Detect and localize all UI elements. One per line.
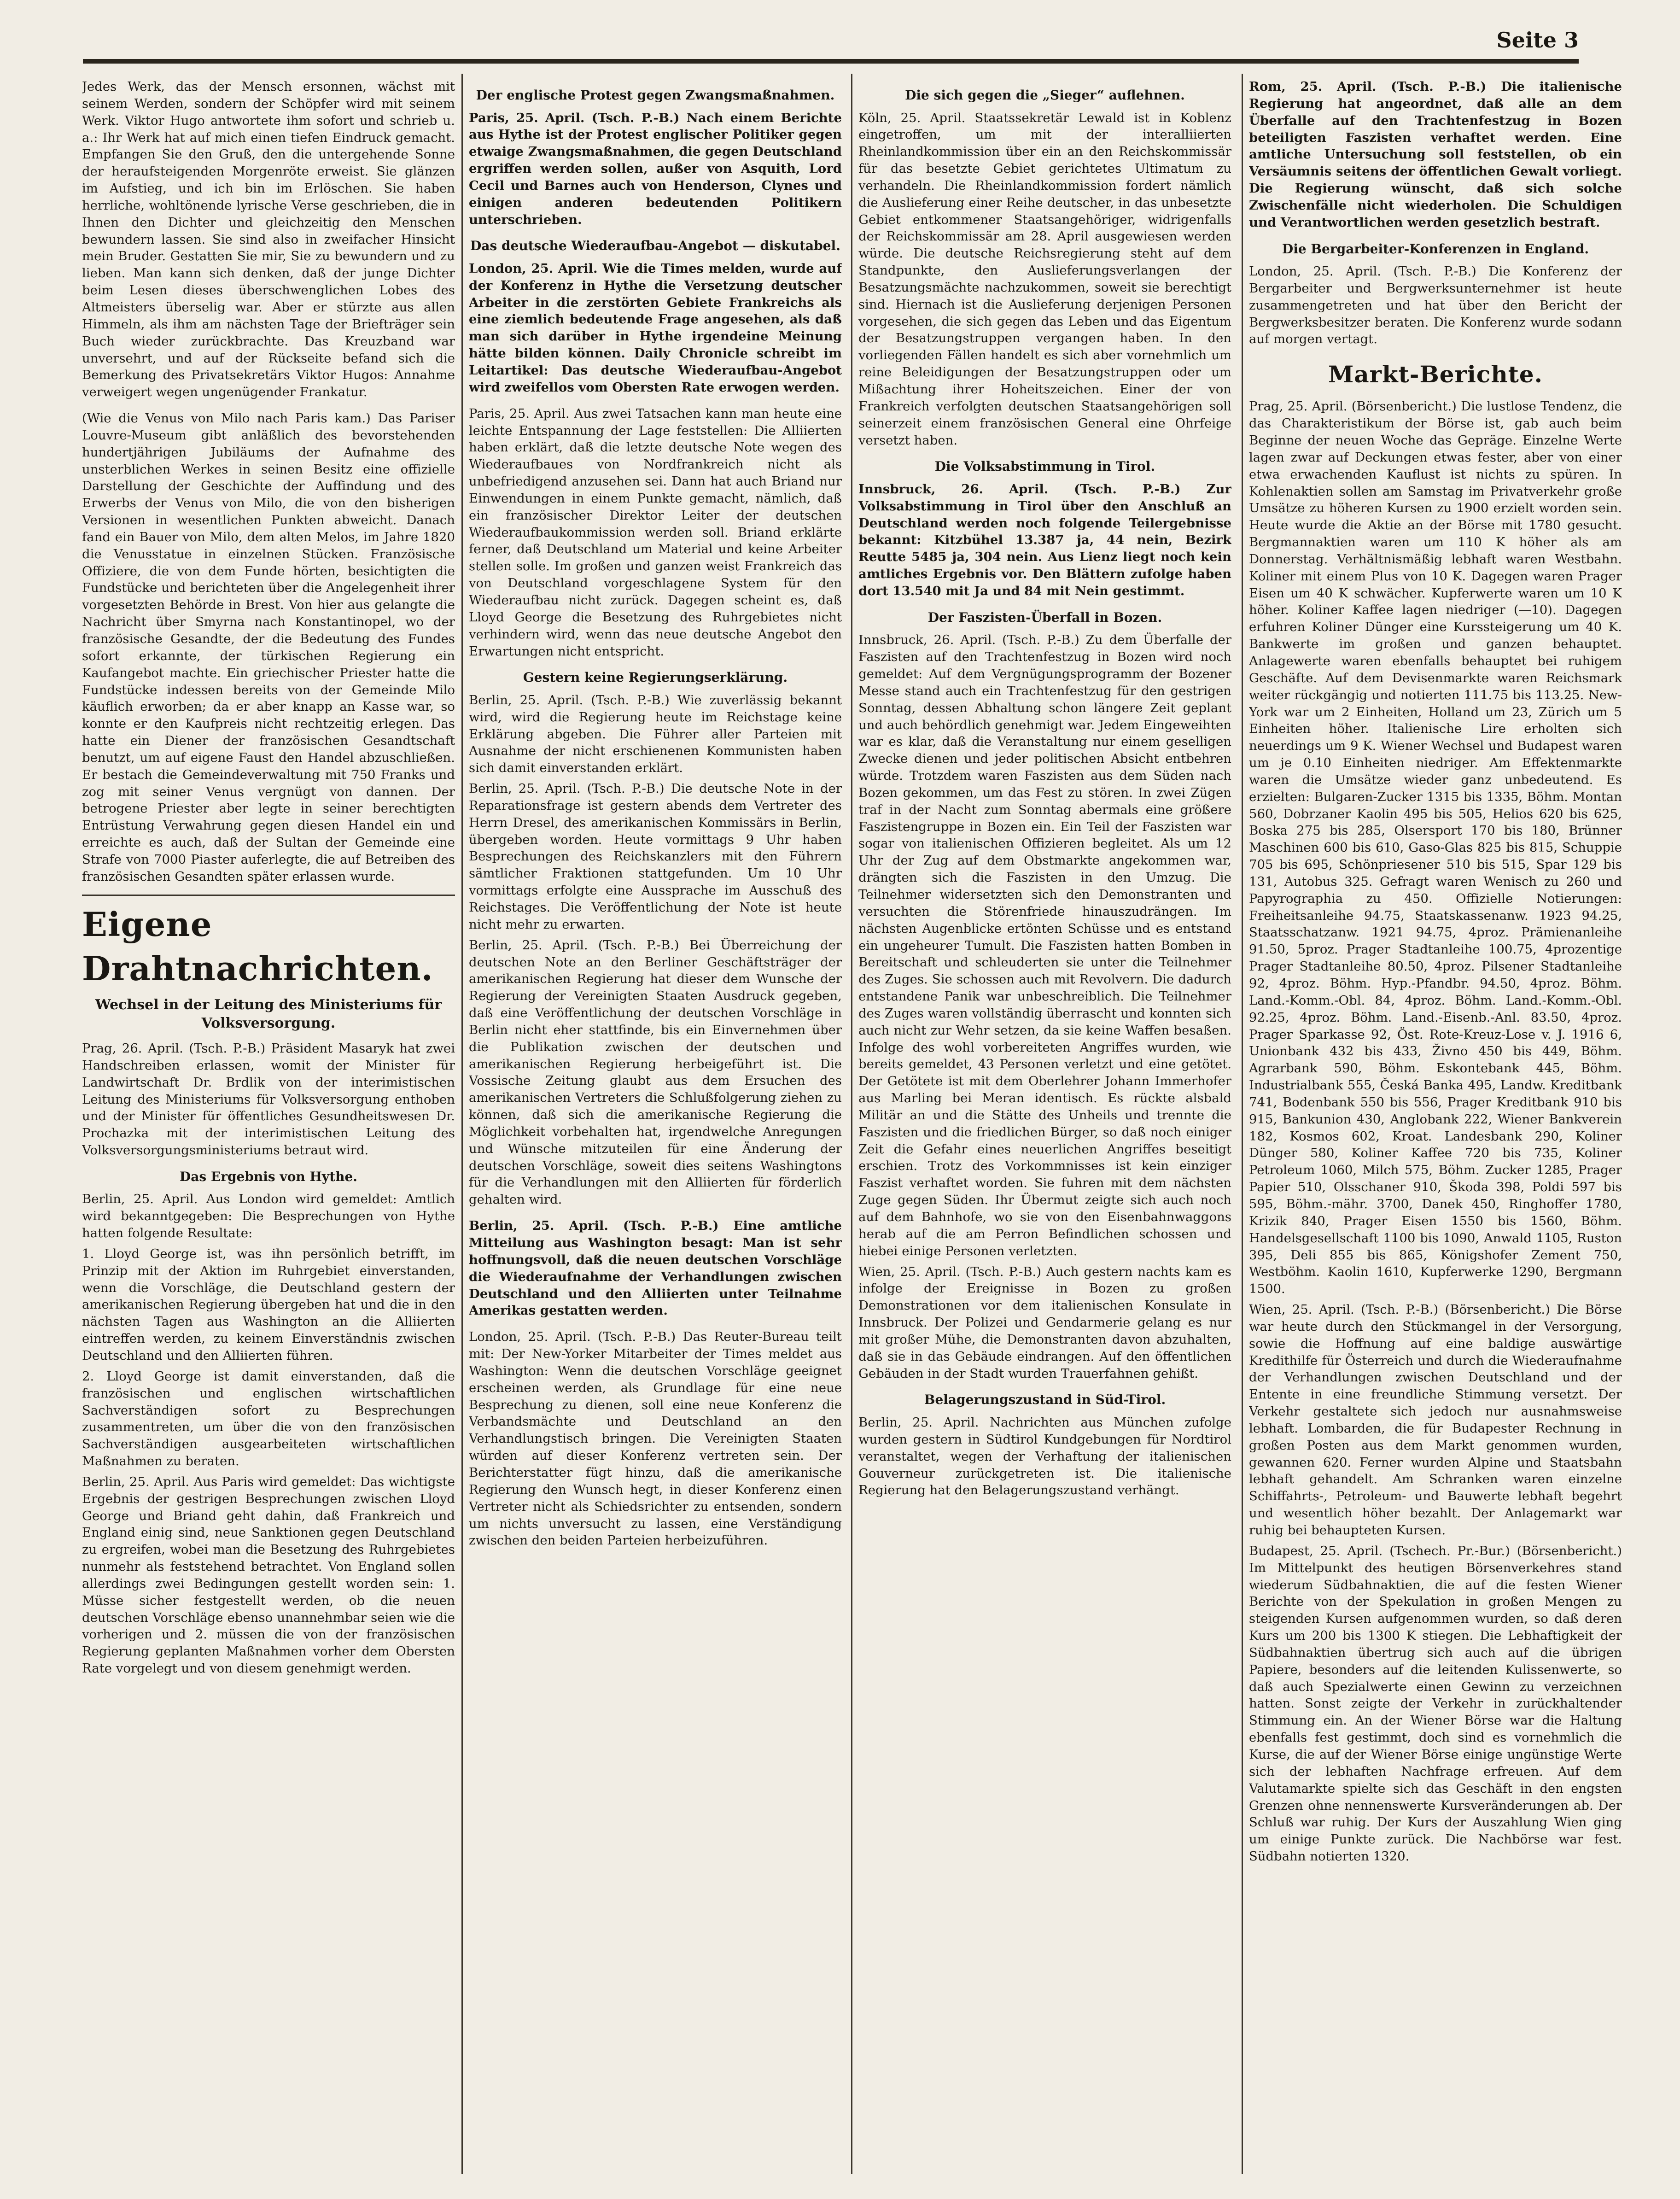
- article-title: Die Bergarbeiter-Konferenzen in England.: [1282, 241, 1589, 257]
- column-divider: [461, 74, 463, 2174]
- article-bergarbeiter: [1249, 263, 1622, 348]
- paragraph: London, 25. April. (Tsch. P.-B.) Das Reuter-Bureau teilt mit: Der New-Yorker Mitarbeiter der Times meldet aus Washington: Wenn die deutschen Vorschläge geeignet erscheinen werden, als Grundlage für eine neue Besprechung zu dienen, soll eine neue Konferenz die Verbandsmächte und Deutschland an den Verhandlungstisch bringen. Die Vereinigten Staaten würden auf dieser Konferenz vertreten sein. Der Berichterstatter fügt hinzu, daß die amerikanische Regierung den Wunsch hegt, in dieser Konferenz einen Vertreter nicht als Schiedsrichter zu entsenden, sondern um nichts unversucht zu lassen, eine Verständigung zwischen den beiden Parteien herbeizuführen.: [469, 1329, 842, 1548]
- paragraph: London, 25. April. Wie die Times melden, wurde auf der Konferenz in Hythe die Versetzung deutscher Arbeiter in die zerstörten Gebiete Frankreichs als eine ziemlich bedeutende Frage angesehen, als daß man sich darüber in Hythe irgendeine Meinung hätte bilden können. Daily Chronicle schreibt im Leitartikel: Das deutsche Wiederaufbau-Angebot wird zweifellos vom Obersten Rate erwogen werden.: [469, 261, 842, 395]
- section-headline: Eigene Drahtnachrichten.: [82, 895, 455, 991]
- article-markt: [1249, 398, 1622, 1865]
- column-3: [858, 78, 1231, 2170]
- paragraph: Köln, 25. April. Staatssekretär Lewald ist in Koblenz eingetroffen, um mit der interalliierten Rheinlandkommission über ein an den Reichskommissär für das besetzte Gebiet gerichtetes Ultimatum zu verhandeln. Die Rheinlandkommission fordert nämlich die Auslieferung einer Reihe deutscher, in das unbesetzte Gebiet entkommener Staatsangehöriger, widrigenfalls der Reichskommissär am 28. April ausgewiesen werden würde. Die deutsche Reichsregierung steht auf dem Standpunkte, den Auslieferungsverlangen der Besatzungsmächte nachzukommen, soweit sie berechtigt sind. Hiernach ist die Auslieferung derjenigen Personen vorgesehen, die sich gegen das Leben und das Eigentum der Besatzungstruppen vergangen haben. In den vorliegenden Fällen handelt es sich aber vornehmlich um reine Beleidigungen der Besatzungstruppen oder um Mißachtung ihrer Hoheitszeichen. Einer der von Frankreich verfolgten deutschen Staatsangehörigen soll seinerzeit einem französischen General eine Ohrfeige versetzt haben.: [858, 110, 1231, 448]
- article-ministerium: [82, 1040, 455, 1159]
- paragraph: Jedes Werk, das der Mensch ersonnen, wächst mit seinem Werden, sondern der Schöpfer wird mit seinem Werk. Viktor Hugo antwortete ihm sofort und schrieb u. a.: Ihr Werk hat auf mich einen tiefen Eindruck gemacht. Empfangen Sie den Gruß, den die untergehende Sonne der heraufsteigenden Morgenröte erweist. Sie glänzen im Aufstieg, und ich bin im Erlöschen. Sie haben herrliche, wohltönende lyrische Verse geschrieben, die in Ihnen den Dichter und gleichzeitig den Menschen bewundern lassen. Sie sind also in zweifacher Hinsicht mein Bruder. Gestatten Sie mir, Sie zu bewundern und zu lieben. Man kann sich denken, daß der junge Dichter beim Lesen dieses überschwenglichen Lobes des Altmeisters überselig war. Aber er stürzte aus allen Himmeln, als ihm am nächsten Tage der Briefträger sein Buch wieder zurückbrachte. Das Kreuzband war unversehrt, und auf der Rückseite befand sich die Bemerkung des Privatsekretärs Viktor Hugos: Annahme verweigert wegen ungenügender Frankatur.: [82, 79, 455, 400]
- paragraph: Berlin, 25. April. Aus London wird gemeldet: Amtlich wird bekanntgegeben: Die Besprechungen von Hythe hatten folgende Resultate:: [82, 1192, 455, 1241]
- paragraph: Berlin, 25. April. Nachrichten aus München zufolge wurden gestern in Südtirol Kundgebungen für Nordtirol veranstaltet, wegen der Verhaftung der italienischen Gouverneur zurückgetreten ist. Die italienische Regierung hat den Belagerungszustand verhängt.: [858, 1415, 1231, 1498]
- article-title: Die Volksabstimmung in Tirol.: [934, 459, 1155, 474]
- column-divider: [1242, 74, 1243, 2174]
- paragraph: Prag, 26. April. (Tsch. P.-B.) Präsident Masaryk hat zwei Handschreiben erlassen, womit der Minister für Landwirtschaft Dr. Brdlik von der interimistischen Leitung des Ministeriums für Volksversorgung enthoben und der Minister für öffentliches Gesundheitswesen Dr. Prochazka mit der interimistischen Leitung des Volksversorgungsministeriums betraut wird.: [82, 1041, 455, 1158]
- article-title: Gestern keine Regierungserklärung.: [523, 670, 788, 685]
- paragraph: Paris, 25. April. Aus zwei Tatsachen kann man heute eine leichte Entspannung der Lage feststellen: Die Alliierten haben erklärt, daß die letzte deutsche Note wegen des Wiederaufbaues von Nordfrankreich nicht als unbefriedigend anzusehen sei. Dann hat auch Briand nur Einwendungen in einem Punkte gemacht, nämlich, daß ein französischer Direktor Leiter der deutschen Wiederaufbaukommission werden soll. Briand erklärte ferner, daß Deutschland um Material und keine Arbeiter stellen solle. Im großen und ganzen weist Frankreich das von Deutschland vorgeschlagene System für den Wiederaufbau nicht zurück. Dagegen scheint es, daß Lloyd George die Besetzung des Ruhrgebietes nicht verhindern wird, wenn das neue deutsche Angebot den Erwartungen nicht entspricht.: [469, 406, 842, 659]
- article-title: Die sich gegen die „Sieger“ auflehnen.: [905, 88, 1185, 103]
- article-washington: [469, 1217, 842, 1319]
- article-title: Wechsel in der Leitung des Ministeriums für Volksversorgung.: [95, 996, 442, 1031]
- column-4: [1249, 78, 1622, 2170]
- paragraph: Rom, 25. April. (Tsch. P.-B.) Die italienische Regierung hat angeordnet, daß alle an dem Überfalle auf den Trachtenfestzug in Bozen beteiligten Faszisten verhaftet werden. Eine amtliche Untersuchung soll feststellen, ob ein Versäumnis seitens der öffentlichen Gewalt vorliegt. Die Regierung wünscht, daß sich solche Zwischenfälle nicht wiederholen. Die Schuldigen und Verantwortlichen werden gesetzlich bestraft.: [1249, 79, 1622, 230]
- article-reuter: [469, 1328, 842, 1549]
- page-number: Seite 3: [1496, 28, 1579, 53]
- article-hythe: [82, 1191, 455, 1677]
- paragraph: Paris, 25. April. (Tsch. P.-B.) Nach einem Berichte aus Hythe ist der Protest englischer Politiker gegen etwaige Zwangsmaßnahmen, die gegen Deutschland ergriffen werden sollen, außer von Asquith, Lord Cecil und Barnes auch von Henderson, Clynes und einigen anderen bedeutenden Politikern unterschrieben.: [469, 110, 842, 227]
- article-entspannung: [469, 405, 842, 660]
- paragraph: Wien, 25. April. (Tsch. P.-B.) (Börsenbericht.) Die Börse war heute durch den Stückmangel in der Versorgung, sowie die Hoffnung auf eine baldige auswärtige Kredithilfe für Österreich und durch die Wiederaufnahme der Verhandlungen zwischen Deutschland und der Entente in eine freundliche Stimmung versetzt. Der Verkehr gestaltete sich jedoch nur ausnahmsweise lebhaft. Lombarden, die für Budapester Rechnung in großen Posten aus dem Markt genommen wurden, gewannen 620. Ferner wurden Alpine und Staatsbahn lebhaft gehandelt. Am Schranken waren einzelne Schiffahrts-, Petroleum- und Bauwerte lebhaft begehrt und wesentlich höher bezahlt. Der Anlagemarkt war ruhig bei behaupteten Kursen.: [1249, 1302, 1622, 1538]
- article-rom: [1249, 78, 1622, 231]
- article-hugo: [82, 78, 455, 401]
- article-title: Das Ergebnis von Hythe.: [179, 1169, 358, 1184]
- paragraph: Prag, 25. April. (Börsenbericht.) Die lustlose Tendenz, die das Charakteristikum der Börse ist, gab auch beim Beginne der neuen Woche das Gepräge. Einzelne Werte lagen zwar auf Deckungen etwas fester, aber von einer etwa erwachenden Kauflust ist nichts zu spüren. In Kohlenaktien sollen am Samstag im Privatverkehr große Umsätze zu höheren Kursen zu 1900 erzielt worden sein. Heute wurde die Aktie an der Börse mit 1780 gesucht. Bergmannaktien waren um 110 K höher als am Donnerstag. Verhältnismäßig lebhaft waren Westbahn. Koliner mit einem Plus von 10 K. Dagegen waren Prager Eisen um 40 K schwächer. Kupferwerte waren um 10 K höher. Koliner Kaffee lagen niedriger (—10). Dagegen erfuhren Koliner Dünger eine Kurssteigerung um 40 K. Bankwerte im großen und ganzen behauptet. Anlagewerte waren ebenfalls behauptet bei ruhigem Geschäfte. Auf dem Devisenmarkte waren Reichsmark weiter rückgängig und notierten 111.75 bis 113.25. New-York war um 2 Einheiten, Holland um 23, Zürich um 5 Einheiten höher. Italienische Lire erholten sich neuerdings um 9 K. Wiener Wechsel und Budapest waren um je 0.10 Einheiten niedriger. Am Effektenmarkte waren die Umsätze wieder ganz unbedeutend. Es erzielten: Bulgaren-Zucker 1315 bis 1335, Böhm. Montan 560, Dobrzaner Kaolin 495 bis 505, Helios 620 bis 625, Boska 275 bis 285, Olsersport 170 bis 180, Brünner Maschinen 600 bis 610, Gaso-Glas 825 bis 815, Schuppie 705 bis 695, Schönpriesener 510 bis 515, Spar 129 bis 131, Autobus 325. Gefragt waren Wenisch zu 260 und Papyrographia zu 450. Offizielle Notierungen: Freiheitsanleihe 94.75, Staatskassenanw. 1923 94.25, Staatsschatzanw. 1921 94.75, 4proz. Prämienanleihe 91.50, 5proz. Prager Stadtanleihe 100.75, 4prozentige Prager Stadtanleihe 80.50, 4proz. Pilsener Stadtanleihe 92, 4proz. Böhm. Hyp.-Pfandbr. 94.50, 4proz. Böhm. Land.-Komm.-Obl. 84, 4proz. Böhm. Land.-Komm.-Obl. 92.25, 4proz. Böhm. Land.-Eisenb.-Anl. 83.50, 4proz. Prager Sparkasse 92, Öst. Rote-Kreuz-Lose v. J. 1916 6, Unionbank 432 bis 433, Živno 450 bis 449, Böhm. Agrarbank 590, Böhm. Eskontebank 445, Böhm. Industrialbank 555, Česká Banka 495, Landw. Kreditbank 741, Bodenbank 550 bis 556, Prager Kreditbank 910 bis 915, Bankunion 430, Anglobank 222, Wiener Bankverein 182, Kosmos 602, Kroat. Landesbank 290, Koliner Dünger 580, Koliner Kaffee 720 bis 735, Koliner Petroleum 1060, Milch 575, Böhm. Zucker 1285, Prager Papier 510, Olsschaner 910, Škoda 398, Poldi 597 bis 595, Böhm.-mähr. 3700, Danek 450, Ringhoffer 1780, Krizik 840, Prager Eisen 1550 bis 1560, Böhm. Handelsgesellschaft 1100 bis 1090, Anwald 1105, Ruston 395, Deli 855 bis 865, Königshofer Zement 750, Westböhm. Kaolin 1610, Kupferwerke 1290, Bergmann 1500.: [1249, 399, 1622, 1297]
- paragraph: London, 25. April. (Tsch. P.-B.) Die Konferenz der Bergarbeiter und Bergwerksunternehmer ist heute zusammengetreten und hat über den Bericht der Bergwerksbesitzer beraten. Die Konferenz wurde sodann auf morgen vertagt.: [1249, 264, 1622, 347]
- paragraph: Berlin, 25. April. (Tsch. P.-B.) Eine amtliche Mitteilung aus Washington besagt: Man ist sehr hoffnungsvoll, daß die neuen deutschen Vorschläge die Wiederaufnahme der Verhandlungen zwischen Deutschland und den Alliierten unter Teilnahme Amerikas gestatten werden.: [469, 1218, 842, 1318]
- article-title: Der englische Protest gegen Zwangsmaßnahmen.: [476, 88, 835, 103]
- paragraph: Innsbruck, 26. April. (Tsch. P.-B.) Zur Volksabstimmung in Tirol über den Anschluß an Deutschland werden noch folgende Teilergebnisse bekannt: Kitzbühel 13.387 ja, 44 nein, Bezirk Reutte 5485 ja, 304 nein. Aus Lienz liegt noch kein amtliches Ergebnis vor. Den Blättern zufolge haben dort 13.540 mit Ja und 84 mit Nein gestimmt.: [858, 481, 1231, 598]
- section-headline: Markt-Berichte.: [1328, 361, 1543, 388]
- article-volksabstimmung: [858, 481, 1231, 600]
- column-1: [82, 78, 455, 2170]
- column-divider: [851, 74, 852, 2174]
- article-protest: [469, 110, 842, 228]
- column-2: [469, 78, 842, 2170]
- article-bozen: [858, 632, 1231, 1382]
- top-rule: [83, 59, 1579, 64]
- article-koeln: [858, 110, 1231, 449]
- paragraph: Berlin, 25. April. (Tsch. P.-B.) Bei Überreichung der deutschen Note an den Berliner Geschäftsträger der amerikanischen Regierung hat dieser dem Wunsche der Regierung der Vereinigten Staaten Ausdruck gegeben, daß eine Veröffentlichung der deutschen Vorschläge in Berlin nicht eher stattfinde, bis ein Einvernehmen über die Publikation zwischen der deutschen und amerikanischen Regierung herbeigeführt ist. Die Vossische Zeitung glaubt aus dem Ersuchen des amerikanischen Vertreters die Schlußfolgerung ziehen zu können, daß sich die amerikanische Regierung die Möglichkeit vorbehalten hat, irgendwelche Anregungen und Wünsche mitzuteilen für eine Änderung der deutschen Vorschläge, soweit dies seitens Washingtons für die Verhandlungen mit den Alliierten für förderlich gehalten wird.: [469, 937, 842, 1207]
- paragraph: Berlin, 25. April. (Tsch. P.-B.) Die deutsche Note in der Reparationsfrage ist gestern abends dem Vertreter des Herrn Dresel, des amerikanischen Kommissärs in Berlin, übergeben worden. Heute vormittags 9 Uhr haben Besprechungen des Reichskanzlers mit den Führern sämtlicher Fraktionen stattgefunden. Um 10 Uhr vormittags erfolgte eine Aussprache im Ausschuß des Reichstages. Die Veröffentlichung der Note ist heute nicht mehr zu erwarten.: [469, 781, 842, 932]
- article-belagerungszustand: [858, 1414, 1231, 1499]
- paragraph: Innsbruck, 26. April. (Tsch. P.-B.) Zu dem Überfalle der Faszisten auf den Trachtenfestzug in Bozen wird noch gemeldet: Auf dem Vergnügungsprogramm der Bozener Messe stand auch ein Trachtenfestzug für den gestrigen Sonntag, dessen Abhaltung schon längere Zeit geplant und auch behördlich genehmigt war. Jedem Eingeweihten war es klar, daß die Veranstaltung nur einem geselligen Zwecke dienen und jeder politischen Absicht entbehren würde. Trotzdem waren Faszisten aus dem Süden nach Bozen gekommen, um das Fest zu stören. In zwei Zügen traf in der Nacht zum Sonntag abermals eine größere Faszistengruppe in Bozen ein. Ein Teil der Faszisten war sogar von italienischen Offizieren begleitet. Als um 12 Uhr der Zug auf dem Obstmarkte angekommen war, drängten sich die Faszisten in den Umzug. Die Teilnehmer widersetzten sich den Demonstranten und versuchten die Störenfriede hinauszudrängen. Im nächsten Augenblicke ertönten Schüsse und es entstand ein ungeheurer Tumult. Die Faszisten hatten Bomben in Bereitschaft und schleuderten sie unter die Teilnehmer des Zuges. Sie schossen auch mit Revolvern. Die dadurch entstandene Panik war unbeschreiblich. Die Teilnehmer des Zuges waren vollständig überrascht und konnten sich auch nicht zur Wehr setzen, da sie keine Waffen besaßen. Infolge des wohl vorbereiteten Angriffes wurden, wie bereits gemeldet, 43 Personen verletzt und eine getötet. Der Getötete ist mit dem Oberlehrer Johann Immerhofer aus Marling bei Meran identisch. Es rückte alsbald Militär an und die Stätte des Unheils und trennte die Faszisten und die friedlichen Bürger, so daß noch einiger Zeit die Gefahr eines neuerlichen Angriffes beseitigt erschien. Trotz des Vorkommnisses ist kein einziger Faszist verhaftet worden. Sie fuhren mit dem nächsten Zuge gegen Süden. Ihr Übermut zeigte sich auch noch auf dem Bahnhofe, wo sie von den Eisenbahnwaggons herab auf die am Perron Befindlichen schossen und hiebei einige Personen verletzten.: [858, 632, 1231, 1258]
- paragraph: Berlin, 25. April. (Tsch. P.-B.) Wie zuverlässig bekannt wird, wird die Regierung heute im Reichstage keine Erklärung abgeben. Die Führer aller Parteien mit Ausnahme der nicht erschienenen Kommunisten haben sich damit einverstanden erklärt.: [469, 692, 842, 776]
- article-title: Das deutsche Wiederaufbau-Angebot — diskutabel.: [470, 238, 840, 254]
- paragraph: 1. Lloyd George ist, was ihn persönlich betrifft, im Prinzip mit der Aktion im Ruhrgebiet einverstanden, wenn die Vorschläge, die Deutschland gestern der amerikanischen Regierung übergeben hat und die in den nächsten Tagen aus Washington an die Alliierten eintreffen werden, zu keinem Einverständnis zwischen Deutschland und den Alliierten führen.: [82, 1246, 455, 1363]
- paragraph: 2. Lloyd George ist damit einverstanden, daß die französischen und englischen wirtschaftlichen Sachverständigen sofort zu Besprechungen zusammentreten, um über die von den französischen Sachverständigen ausgearbeiteten wirtschaftlichen Maßnahmen zu beraten.: [82, 1369, 455, 1469]
- article-title: Der Faszisten-Überfall in Bozen.: [928, 609, 1162, 625]
- paragraph: Wien, 25. April. (Tsch. P.-B.) Auch gestern nachts kam es infolge der Ereignisse in Bozen zu großen Demonstrationen vor dem italienischen Konsulate in Innsbruck. Der Polizei und Gendarmerie gelang es nur mit großer Mühe, die Demonstranten davon abzuhalten, daß sie in das Gebäude eindrangen. Auf den öffentlichen Gebäuden in der Stadt wurden Trauerfahnen gehißt.: [858, 1264, 1231, 1381]
- paragraph: (Wie die Venus von Milo nach Paris kam.) Das Pariser Louvre-Museum gibt anläßlich des bevorstehenden hundertjährigen Jubiläums der Aufnahme des unsterblichen Werkes in seinen Besitz eine offizielle Darstellung der Geschichte der Auffindung und des Erwerbs der Venus von Milo, die von den bisherigen Versionen in wesentlichen Punkten abweicht. Danach fand ein Bauer von Milo, dem alten Melos, im Jahre 1820 die Venusstatue in einzelnen Stücken. Französische Offiziere, die von dem Funde hörten, besichtigten die Fundstücke und berichteten über die Angelegenheit ihrer vorgesetzten Behörde in Brest. Von hier aus gelangte die Nachricht über Smyrna nach Konstantinopel, wo der französische Gesandte, der die Bedeutung des Fundes sofort erkannte, der türkischen Regierung ein Kaufangebot machte. Ein griechischer Priester hatte die Fundstücke indessen bereits von der Gemeinde Milo käuflich erworben; da er aber knapp an Kasse war, so konnte er den Kaufpreis nicht rechtzeitig erlegen. Das hatte ein Diener der französischen Gesandtschaft benutzt, um auf eigene Faust den Handel abzuschließen. Er bestach die Gemeindeverwaltung mit 750 Franks und zog mit seiner Venus vergnügt von dannen. Der betrogene Priester aber legte in seiner berechtigten Entrüstung Verwahrung gegen diesen Handel ein und erreichte es auch, daß der Sultan der Gemeinde eine Strafe von 7000 Piaster auferlegte, die auf Betreiben des französischen Gesandten später erlassen wurde.: [82, 411, 455, 884]
- article-title: Belagerungszustand in Süd-Tirol.: [924, 1392, 1166, 1408]
- article-venus-von-milo: [82, 410, 455, 885]
- article-regierungserklaerung: [469, 692, 842, 1208]
- paragraph: Berlin, 25. April. Aus Paris wird gemeldet: Das wichtigste Ergebnis der gestrigen Besprechungen zwischen Lloyd George und Briand geht dahin, daß Frankreich und England einig sind, neue Sanktionen gegen Deutschland zu ergreifen, wobei man die Besetzung des Ruhrgebietes nunmehr als feststehend betrachtet. Von England sollen allerdings zwei Bedingungen gestellt worden sein: 1. Müsse sicher festgestellt werden, ob die neuen deutschen Vorschläge ebenso unannehmbar seien wie die vorherigen und 2. müssen die von der französischen Regierung geplanten Maßnahmen vorher dem Obersten Rate vorgelegt und von diesem genehmigt werden.: [82, 1474, 455, 1676]
- article-wiederaufbau: [469, 260, 842, 396]
- paragraph: Budapest, 25. April. (Tschech. Pr.-Bur.) (Börsenbericht.) Im Mittelpunkt des heutigen Börsenverkehres stand wiederum Südbahnaktien, die auf die festen Wiener Berichte von der Spekulation in großen Mengen zu steigenden Kursen aufgenommen wurden, so daß deren Kurs um 200 bis 1300 K stiegen. Die Lebhaftigkeit der Südbahnaktien übertrug sich auch auf die übrigen Papiere, besonders auf die leitenden Kulissenwerte, so daß auch Spezialwerte einen Gewinn zu verzeichnen hatten. Sonst zeigte der Verkehr in zurückhaltender Stimmung ein. An der Wiener Börse war die Haltung ebenfalls fest gestimmt, doch sind es vornehmlich die Kurse, die auf der Wiener Börse einige ungünstige Werte sich der lebhaften Nachfrage erfreuen. Auf dem Valutamarkte spielte sich das Geschäft in den engsten Grenzen ohne nennenswerte Kursveränderungen ab. Der Schluß war ruhig. Der Kurs der Auszahlung Wien ging um einige Punkte zurück. Die Nachbörse war fest. Südbahn notierten 1320.: [1249, 1543, 1622, 1864]
